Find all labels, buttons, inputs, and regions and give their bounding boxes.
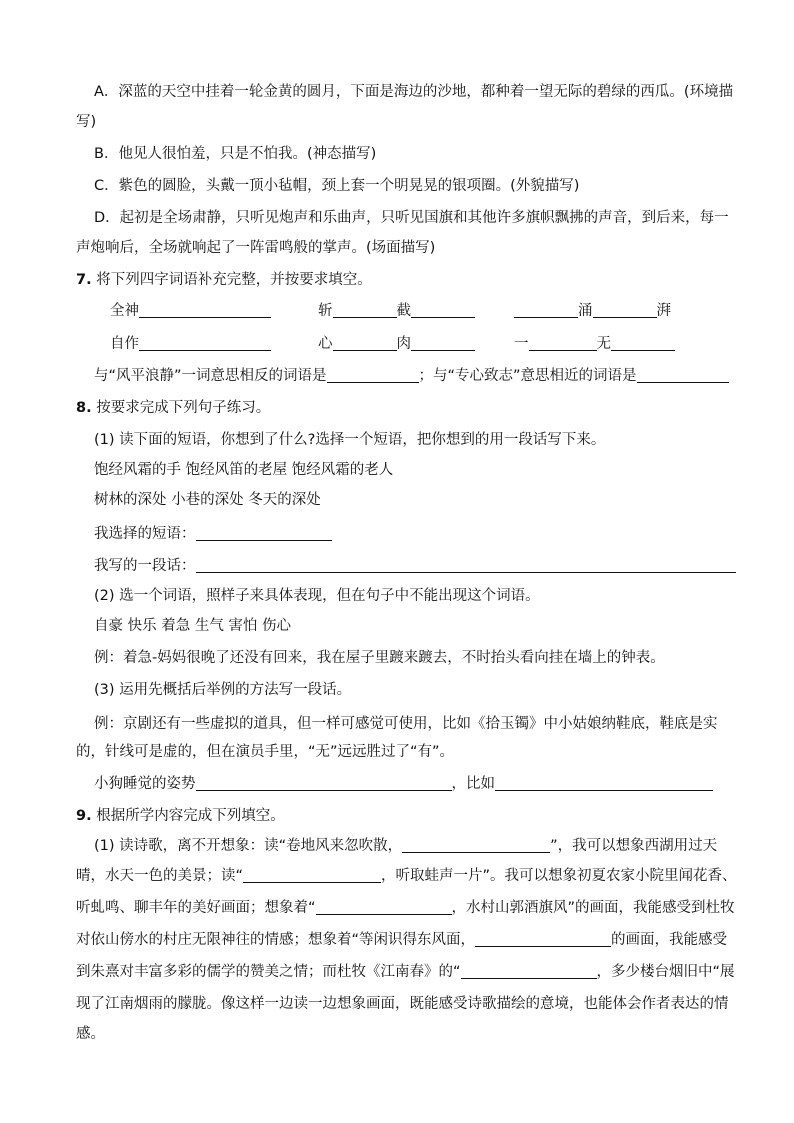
q9-text: 听虬鸣、聊丰年的美好画面；想象着“ <box>76 900 316 916</box>
idiom-4 <box>110 334 271 354</box>
dog-blank-1[interactable] <box>196 774 452 791</box>
q9-line3 <box>76 898 735 918</box>
q9-text: (1) 读诗歌，离不开想象：读“卷地风来忽吹散， <box>94 838 403 854</box>
question-7 <box>76 270 372 290</box>
dog-row <box>94 774 713 794</box>
idiom-part: 肉 <box>396 336 411 352</box>
poem-blank-2[interactable] <box>243 866 381 883</box>
q8-example3-line2: 的，针线可是虚的，但在演员手里，“无”远远胜过了“有”。 <box>76 744 455 760</box>
q8-part2: (2) 选一个词语，照样子来具体表现，但在句子中不能出现这个词语。 <box>94 588 540 604</box>
poem-blank-1[interactable] <box>402 836 550 853</box>
q8-part1: (1) 读下面的短语，你想到了什么?选择一个短语，把你想到的用一段话写下来。 <box>94 432 606 448</box>
idiom-2 <box>318 301 475 321</box>
idiom-3 <box>514 301 671 321</box>
q9-text: ，水村山郭酒旗风”的画面，我能感受到杜牧 <box>451 900 735 916</box>
idiom-blank[interactable] <box>139 334 271 351</box>
idiom-final <box>94 366 729 386</box>
q8-words: 自豪 快乐 着急 生气 害怕 伤心 <box>94 618 292 634</box>
idiom-blank[interactable] <box>333 301 397 318</box>
option-d-line2: 声炮响后，全场就响起了一阵雷鸣般的掌声。(场面描写) <box>76 240 436 256</box>
prompt-text: 与“风平浪静”一词意思相反的词语是 <box>94 368 327 384</box>
choose-phrase-blank[interactable] <box>196 524 332 541</box>
q8-example2: 例：着急-妈妈很晚了还没有回来，我在屋子里踱来踱去，不时抬头看向挂在墙上的钟表。 <box>94 650 665 666</box>
question-number: 8. <box>76 400 92 416</box>
idiom-blank[interactable] <box>411 334 475 351</box>
option-a-line2: 写) <box>76 114 97 130</box>
q9-line2 <box>76 866 737 886</box>
option-a-line1: A．深蓝的天空中挂着一轮金黄的圆月，下面是海边的沙地，都种着一望无际的碧绿的西瓜。(环境描 <box>94 84 734 100</box>
question-8 <box>76 398 270 418</box>
dog-label: 小狗睡觉的姿势 <box>94 776 196 792</box>
idiom-blank[interactable] <box>593 301 657 318</box>
q8-phrases-2: 树林的深处 小巷的深处 冬天的深处 <box>94 492 321 508</box>
idiom-part: 截 <box>396 303 411 319</box>
dog-mid: ，比如 <box>451 776 495 792</box>
q8-example3-line1: 例：京剧还有一些虚拟的道具，但一样可感觉可使用，比如《拾玉镯》中小姑娘纳鞋底，鞋底是实 <box>94 716 718 732</box>
dog-blank-2[interactable] <box>495 774 713 791</box>
question-number: 9. <box>76 808 92 824</box>
idiom-part: 无 <box>596 336 611 352</box>
synonym-blank[interactable] <box>637 366 729 383</box>
write-label: 我写的一段话： <box>94 558 196 574</box>
write-paragraph-row <box>94 556 736 576</box>
idiom-part: 自作 <box>110 336 139 352</box>
q9-line5 <box>76 962 735 982</box>
question-text: 将下列四字词语补充完整，并按要求填空。 <box>96 272 372 288</box>
question-number: 7. <box>76 272 92 288</box>
idiom-6 <box>514 334 675 354</box>
idiom-part: 湃 <box>656 303 671 319</box>
poem-blank-3[interactable] <box>316 898 452 915</box>
idiom-1 <box>110 301 271 321</box>
poem-blank-5[interactable] <box>461 962 597 979</box>
question-text: 根据所学内容完成下列填空。 <box>96 808 285 824</box>
prompt-text: ；与“专心致志”意思相近的词语是 <box>418 368 637 384</box>
q9-line7: 感。 <box>76 1026 105 1042</box>
idiom-blank[interactable] <box>411 301 475 318</box>
idiom-part: 一 <box>514 336 529 352</box>
q9-line1 <box>94 836 717 856</box>
choose-label: 我选择的短语： <box>94 526 196 542</box>
q8-phrases-1: 饱经风霜的手 饱经风笛的老屋 饱经风霜的老人 <box>94 462 394 478</box>
idiom-part: 涌 <box>578 303 593 319</box>
q9-text: ，听取蛙声一片”。我可以想象初夏农家小院里闻花香、 <box>381 868 737 884</box>
poem-blank-4[interactable] <box>475 930 611 947</box>
idiom-part: 全神 <box>110 303 139 319</box>
q9-text: 晴，水天一色的美景；读“ <box>76 868 244 884</box>
idiom-blank[interactable] <box>611 334 675 351</box>
q9-line4 <box>76 930 727 950</box>
question-9 <box>76 806 285 826</box>
write-paragraph-blank[interactable] <box>196 556 736 573</box>
idiom-part: 斩 <box>318 303 333 319</box>
idiom-blank[interactable] <box>529 334 597 351</box>
idiom-blank[interactable] <box>139 301 271 318</box>
idiom-blank[interactable] <box>514 301 578 318</box>
option-c: C．紫色的圆脸，头戴一顶小毡帽，颈上套一个明晃晃的银项圈。(外貌描写) <box>94 178 580 194</box>
q9-text: ，多少楼台烟旧中“展 <box>596 964 735 980</box>
antonym-blank[interactable] <box>327 366 419 383</box>
q9-text: 的画面，我能感受 <box>611 932 728 948</box>
q9-line6: 现了江南烟雨的朦胧。像这样一边读一边想象画面，既能感受诗歌描绘的意境，也能体会作者表达的情 <box>76 996 729 1012</box>
question-text: 按要求完成下列句子练习。 <box>96 400 271 416</box>
q9-text: 到朱熹对丰富多彩的儒学的赞美之情；而杜牧《江南春》的“ <box>76 964 461 980</box>
option-b: B．他见人很怕羞，只是不怕我。(神态描写) <box>94 146 377 162</box>
option-d-line1: D．起初是全场肃静，只听见炮声和乐曲声，只听见国旗和其他许多旗帜飘拂的声音，到后来，每一 <box>94 210 729 226</box>
choose-phrase-row <box>94 524 332 544</box>
idiom-part: 心 <box>318 336 333 352</box>
idiom-blank[interactable] <box>333 334 397 351</box>
q9-text: ”，我可以想象西湖用过天 <box>550 838 718 854</box>
q8-part3: (3) 运用先概括后举例的方法写一段话。 <box>94 682 352 698</box>
q9-text: 对依山傍水的村庄无限神往的情感；想象着“等闲识得东风面， <box>76 932 476 948</box>
idiom-5 <box>318 334 475 354</box>
